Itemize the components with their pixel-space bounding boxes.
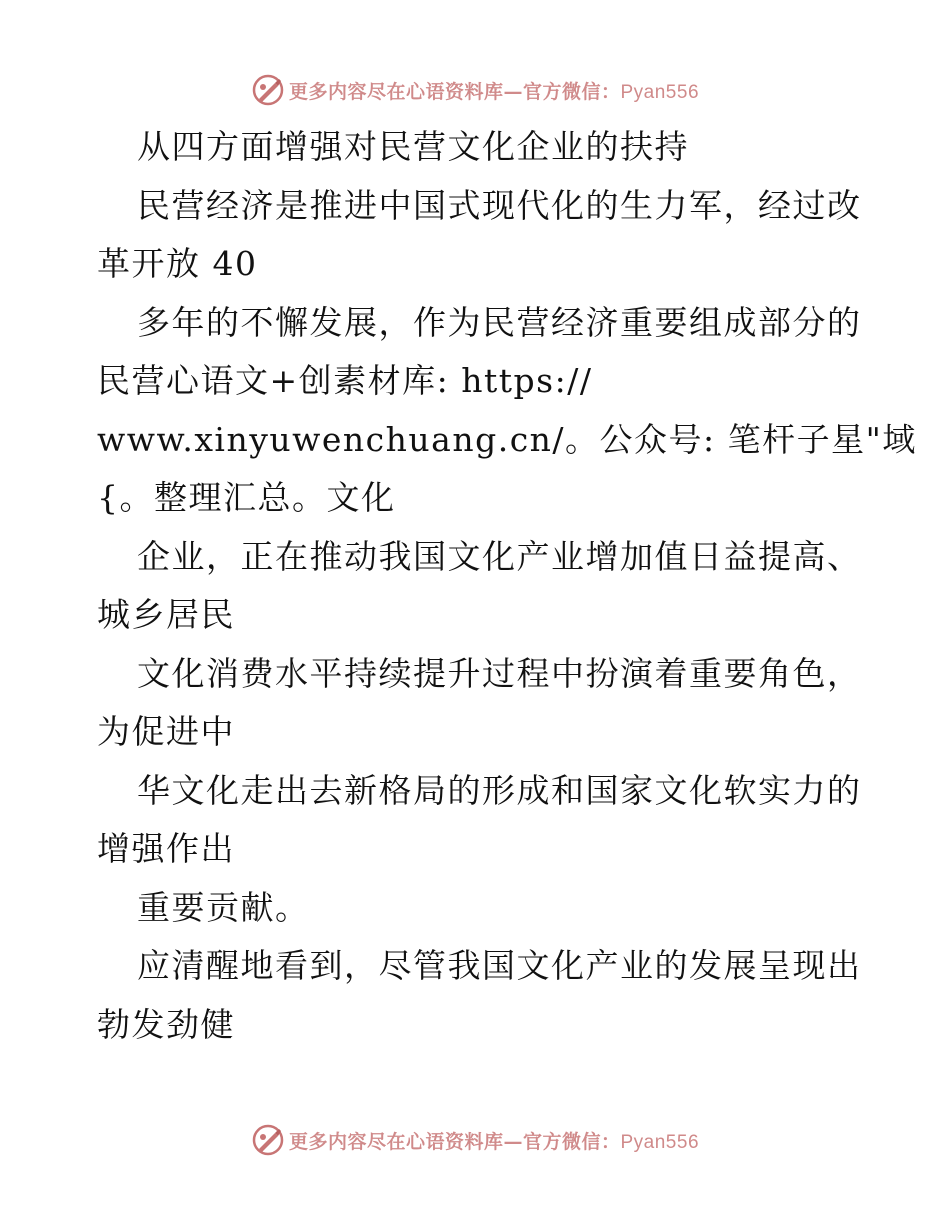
paragraph-line: 民营经济是推进中国式现代化的生力军，经过改 [137,185,862,225]
brand-logo-icon [251,1123,285,1157]
paragraph-line: 重要贡献。 [137,887,310,927]
paragraph-line: 为促进中 [97,712,235,751]
paragraph-line: 增强作出 [97,829,235,868]
paragraph-line: {。整理汇总。文化 [97,478,396,517]
footer-banner-label: 更多内容尽在心语资料库—官方微信： [288,1130,621,1153]
paragraph-line: 企业，正在推动我国文化产业增加值日益提高、 [137,536,862,576]
footer-watermark-banner [0,1120,950,1160]
paragraph-line: 华文化走出去新格局的形成和国家文化软实力的 [137,770,862,810]
header-banner-text [289,77,699,104]
document-title: 从四方面增强对民营文化企业的扶持 [137,127,689,166]
paragraph-line: 革开放 40 [97,244,258,283]
paragraph-line: 文化消费水平持续提升过程中扮演着重要角色， [137,653,862,693]
header-wechat-id: Pyan556 [620,81,700,103]
paragraph-line: 应清醒地看到，尽管我国文化产业的发展呈现出 [137,946,862,985]
header-banner-label: 更多内容尽在心语资料库—官方微信： [288,80,621,103]
paragraph-line: 城乡居民 [97,595,235,634]
paragraph-line: 多年的不懈发展，作为民营经济重要组成部分的 [137,302,862,342]
footer-wechat-id: Pyan556 [620,1131,700,1153]
paragraph-line: www.xinyuwenchuang.cn/。公众号: 笔杆子星"域 [97,419,917,459]
header-watermark-banner [0,70,950,110]
paragraph-line: 勃发劲健 [97,1004,235,1044]
footer-banner-text [289,1127,699,1154]
document-body [97,118,917,1054]
brand-logo-icon [251,73,285,107]
paragraph-line: 民营心语文+创素材库: https:// [97,361,593,400]
